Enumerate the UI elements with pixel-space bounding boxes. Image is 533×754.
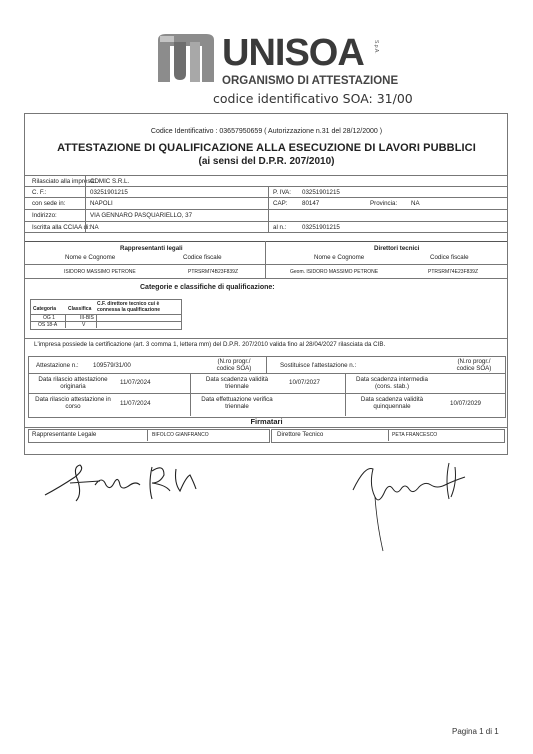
sede-value: NAPOLI (90, 200, 113, 207)
legali-col-nome: Nome e Cognome (65, 254, 116, 261)
document-subtitle: (ai sensi del D.P.R. 207/2010) (198, 156, 335, 167)
rilasciato-label: Rilasciato alla impresa: (32, 178, 96, 185)
legali-col-cf: Codice fiscale (183, 254, 222, 261)
rilascio-originaria-label: Data rilascio attestazione originaria (38, 376, 108, 390)
col-categoria: Categoria (33, 306, 57, 312)
firmatari-title: Firmatari (250, 417, 283, 426)
verifica-triennale-label: Data effettuazione verifica triennale (201, 396, 273, 410)
logo-superscript: S.p.A. (373, 40, 379, 54)
nro-progr-label-2: (N.ro progr./ codice SOA) (456, 358, 492, 372)
direttore-label: Direttore Tecnico (277, 431, 324, 438)
tecnici-col-nome: Nome e Cognome (314, 254, 365, 261)
provincia-label: Provincia: (370, 200, 398, 207)
indirizzo-value: VIA GENNARO PASQUARIELLO, 37 (90, 212, 193, 219)
tecnico-cf: PTRSRM74E23F839Z (428, 269, 479, 275)
provincia-value: NA (411, 200, 420, 207)
legali-title: Rappresentanti legali (120, 245, 183, 252)
cap-value: 80147 (302, 200, 320, 207)
rilascio-corso-value: 11/07/2024 (120, 400, 151, 407)
sostituisce-label: Sostituisce l'attestazione n.: (280, 362, 357, 369)
document-title: ATTESTAZIONE DI QUALIFICAZIONE ALLA ESECUZIONE DI LAVORI PUBBLICI (57, 142, 476, 154)
legale-nome: ISIDORO MASSIMO PETRONE (64, 269, 136, 275)
tecnico-nome: Geom. ISIDORO MASSIMO PETRONE (290, 269, 379, 275)
rappresentante-label: Rappresentante Legale (32, 431, 97, 438)
cat-row-1-classifica: III-BIS (80, 315, 94, 321)
rappresentante-value: BIFOLCO GIANFRANCO (152, 432, 209, 438)
cf-label: C. F.: (32, 189, 47, 196)
rilascio-corso-label: Data rilascio attestazione in corso (35, 396, 111, 410)
codice-identificativo: Codice Identificativo : 03657950659 ( Autorizzazione n.31 del 28/12/2000 ) (150, 128, 383, 135)
cf-value: 03251901215 (90, 189, 128, 196)
scadenza-intermedia-label: Data scadenza intermedia (cons. stab.) (356, 376, 428, 390)
legale-cf: PTRSRM74B23F839Z (188, 269, 239, 275)
piva-value: 03251901215 (302, 189, 340, 196)
signature-left-icon (40, 455, 220, 505)
cat-row-2-categoria: OS 18-A (38, 322, 58, 328)
col-classifica: Classifica (68, 306, 92, 312)
direttore-value: PETA FRANCESCO (392, 432, 438, 438)
scadenza-triennale-label: Data scadenza validità triennale (205, 376, 269, 390)
cciaa-value: NA (90, 224, 99, 231)
rilascio-originaria-value: 11/07/2024 (120, 379, 151, 386)
indirizzo-label: Indirizzo: (32, 212, 57, 219)
logo-code: codice identificativo SOA: 31/00 (213, 91, 413, 106)
col-cf-direttore: C.F. direttore tecnico cui è connessa la qualificazione (97, 301, 161, 313)
logo-subtitle: ORGANISMO DI ATTESTAZIONE (222, 75, 399, 87)
scadenza-triennale-value: 10/07/2027 (289, 379, 320, 386)
categories-title: Categorie e classifiche di qualificazione: (140, 284, 275, 291)
logo-emblem (150, 30, 220, 88)
scadenza-quinquennale-value: 10/07/2029 (450, 400, 481, 407)
page-number: Pagina 1 di 1 (452, 727, 499, 736)
al-n-value: 03251901215 (302, 224, 340, 231)
scadenza-quinquennale-label: Data scadenza validità quinquennale (360, 396, 424, 410)
attestazione-n-value: 109579/31/00 (93, 362, 131, 369)
signature-right-icon (345, 455, 475, 555)
rilasciato-value: CDMIC S.R.L. (90, 178, 130, 185)
cap-label: CAP: (273, 200, 288, 207)
cciaa-label: Iscritta alla CCIAA di: (32, 224, 91, 231)
cat-row-2-classifica: V (82, 322, 86, 328)
tecnici-title: Direttori tecnici (374, 245, 420, 252)
attestazione-n-label: Attestazione n.: (36, 362, 79, 369)
tecnici-col-cf: Codice fiscale (430, 254, 469, 261)
al-n-label: al n.: (273, 224, 287, 231)
sede-label: con sede in: (32, 200, 66, 207)
piva-label: P. IVA: (273, 189, 291, 196)
nro-progr-label-1: (N.ro progr./ codice SOA) (216, 358, 252, 372)
logo-brand: UNISOA (222, 32, 364, 74)
cat-row-1-categoria: OG 1 (43, 315, 55, 321)
certification-note: L'impresa possiede la certificazione (art. 3 comma 1, lettera mm) del D.P.R. 207/2010 valida fino al 28/04/2027 rilasciata da CIB. (34, 341, 386, 348)
